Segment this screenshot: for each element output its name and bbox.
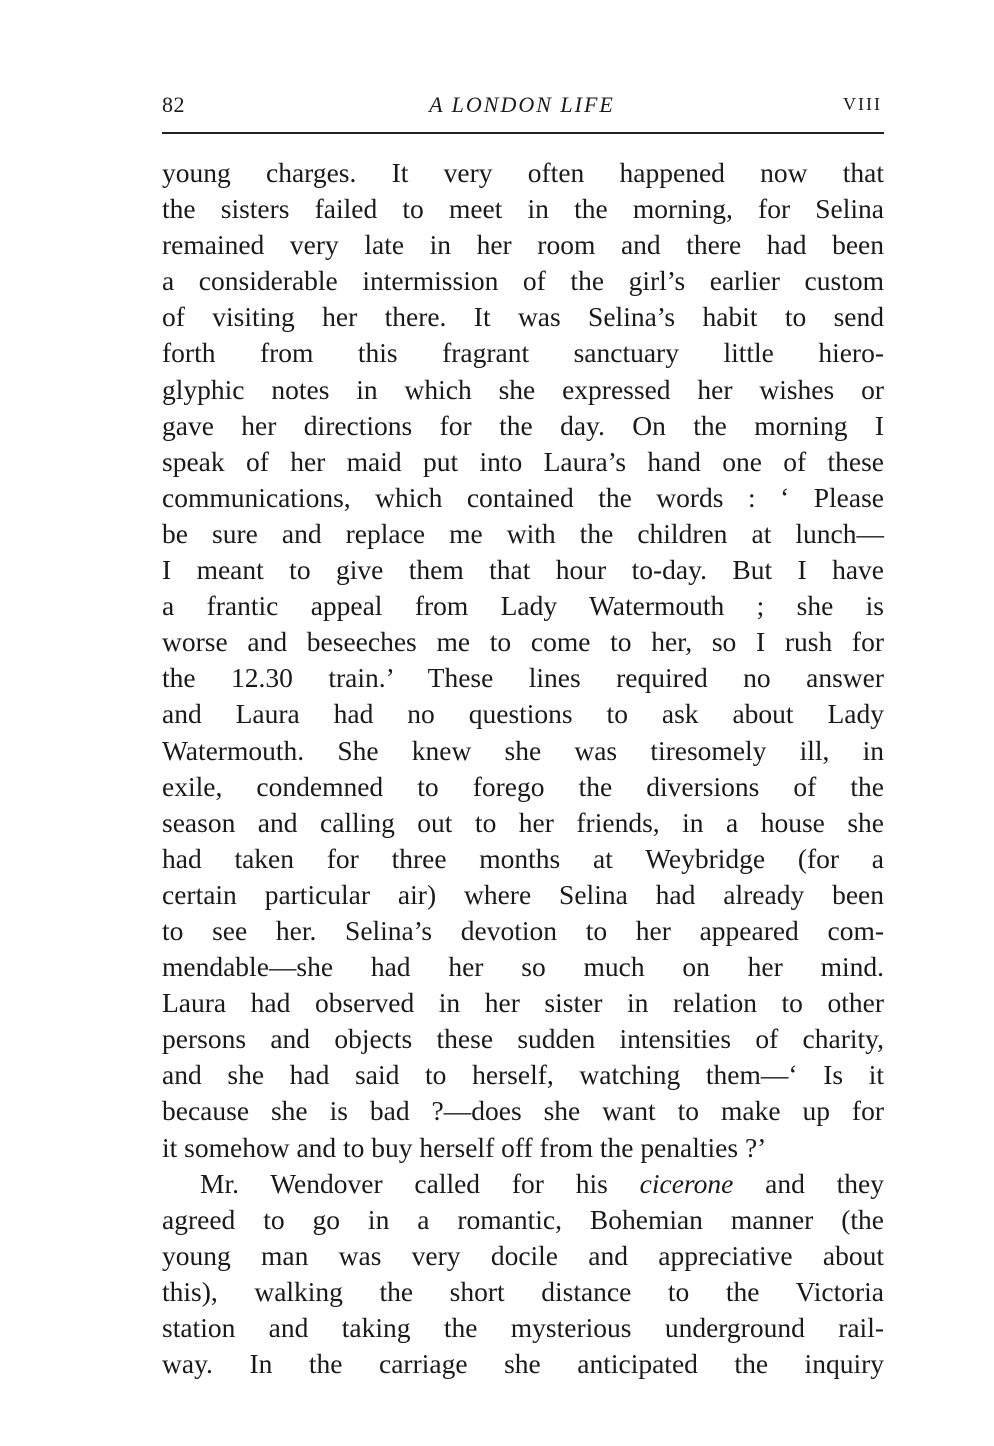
- text-line: a considerable intermission of the girl’s earlier custom: [162, 265, 884, 297]
- text-line: season and calling out to her friends, in a house she: [162, 806, 884, 838]
- text-line: because she is bad ?—does she want to make up for: [162, 1095, 884, 1127]
- body-text: [162, 155, 884, 1382]
- text-line: station and taking the mysterious underground rail-: [162, 1312, 884, 1343]
- text-line: speak of her maid put into Laura’s hand one of these: [162, 445, 884, 477]
- text-line: glyphic notes in which she expressed her wishes or: [162, 373, 884, 405]
- text-line: [162, 1166, 884, 1202]
- text-line: had taken for three months at Weybridge (for a: [162, 842, 884, 874]
- page-number: 82: [162, 92, 185, 117]
- text-line: and Laura had no questions to ask about Lady: [162, 698, 884, 730]
- text-line: certain particular air) where Selina had already been: [162, 878, 884, 910]
- text-line: agreed to go in a romantic, Bohemian manner (the: [162, 1203, 884, 1235]
- chapter-number: VIII: [843, 94, 882, 114]
- text-line: the 12.30 train.’ These lines required no answer: [162, 662, 884, 694]
- text-line: I meant to give them that hour to-day. But I have: [162, 554, 884, 586]
- text-line: a frantic appeal from Lady Watermouth ; she is: [162, 590, 884, 622]
- text-line: be sure and replace me with the children at lunch—: [162, 517, 884, 549]
- text-line: young man was very docile and appreciative about: [162, 1239, 884, 1271]
- text-line: persons and objects these sudden intensities of charity,: [162, 1023, 884, 1055]
- running-header: [162, 88, 882, 122]
- text-line: communications, which contained the words : ‘ Please: [162, 481, 884, 513]
- header-rule: [162, 132, 884, 134]
- text-line: way. In the carriage she anticipated the inquiry: [162, 1348, 884, 1380]
- paragraph: [162, 155, 884, 1166]
- text-fragment: Mr. Wendover called for his: [200, 1167, 640, 1199]
- italic-word: cicerone: [639, 1167, 734, 1199]
- paragraph: [162, 1166, 884, 1383]
- text-line: it somehow and to buy herself off from the penalties ?’: [162, 1131, 767, 1163]
- text-line: Laura had observed in her sister in relation to other: [162, 987, 884, 1019]
- text-line: to see her. Selina’s devotion to her appeared com-: [162, 914, 884, 946]
- text-line: remained very late in her room and there had been: [162, 229, 884, 261]
- text-line: and she had said to herself, watching them—‘ Is it: [162, 1059, 884, 1091]
- text-line: exile, condemned to forego the diversions of the: [162, 770, 884, 802]
- text-line: the sisters failed to meet in the morning, for Selina: [162, 193, 884, 225]
- text-line: mendable—she had her so much on her mind.: [162, 951, 884, 983]
- text-line: this), walking the short distance to the Victoria: [162, 1275, 884, 1307]
- text-line: worse and beseeches me to come to her, so I rush for: [162, 626, 884, 658]
- text-line: forth from this fragrant sanctuary little hiero-: [162, 337, 884, 369]
- text-line: of visiting her there. It was Selina’s habit to send: [162, 301, 884, 333]
- text-line: young charges. It very often happened now that: [162, 157, 884, 188]
- running-title: A LONDON LIFE: [429, 92, 615, 117]
- text-line: gave her directions for the day. On the morning I: [162, 409, 884, 441]
- text-fragment: and they: [733, 1167, 884, 1199]
- text-line: Watermouth. She knew she was tiresomely ill, in: [162, 734, 884, 766]
